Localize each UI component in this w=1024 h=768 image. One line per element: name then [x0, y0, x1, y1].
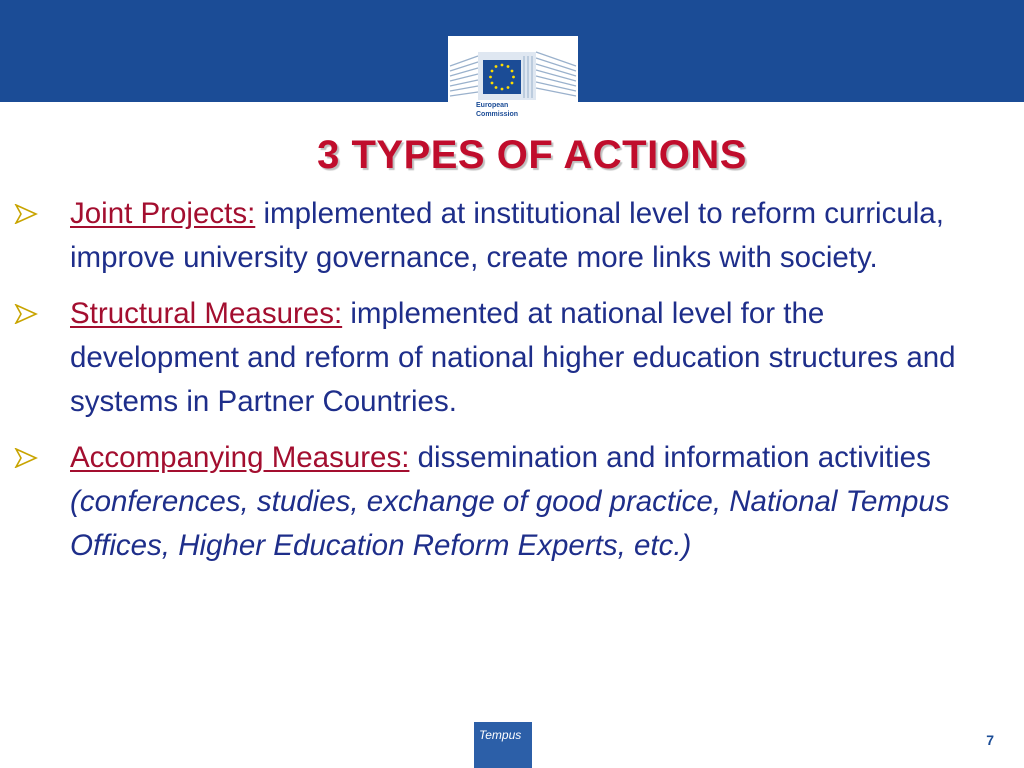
page-number: 7	[986, 732, 994, 748]
arrow-bullet-icon	[14, 448, 38, 468]
bullet-term: Accompanying Measures:	[70, 441, 410, 474]
bullet-text: implemented at institutional level to reform curricula, improve university governance, create more links with society.	[70, 197, 944, 274]
arrow-bullet-icon	[14, 304, 38, 324]
bullet-list	[14, 192, 989, 580]
bullet-accompanying-measures	[14, 436, 989, 568]
bullet-italic-examples: (conferences, studies, exchange of good practice, National Tempus Offices, Higher Education Reform Experts, etc.)	[70, 485, 950, 562]
slide-title: 3 TYPES OF ACTIONS	[317, 133, 747, 177]
bullet-structural-measures	[14, 292, 989, 424]
tempus-logo-text: Tempus	[479, 728, 522, 742]
logo-text-commission: Commission	[476, 111, 519, 118]
arrow-bullet-icon	[14, 204, 38, 224]
bullet-joint-projects	[14, 192, 989, 280]
logo-text-european: European	[476, 102, 509, 109]
tempus-logo	[474, 722, 532, 768]
bullet-text: implemented at national level for the development and reform of national higher education structures and systems in Partner Countries.	[70, 297, 956, 418]
bullet-text: dissemination and information activities	[409, 441, 931, 474]
bullet-term: Joint Projects:	[70, 197, 256, 230]
commission-building-icon	[448, 36, 578, 102]
european-commission-logo	[448, 36, 578, 128]
bullet-term: Structural Measures:	[70, 297, 343, 330]
